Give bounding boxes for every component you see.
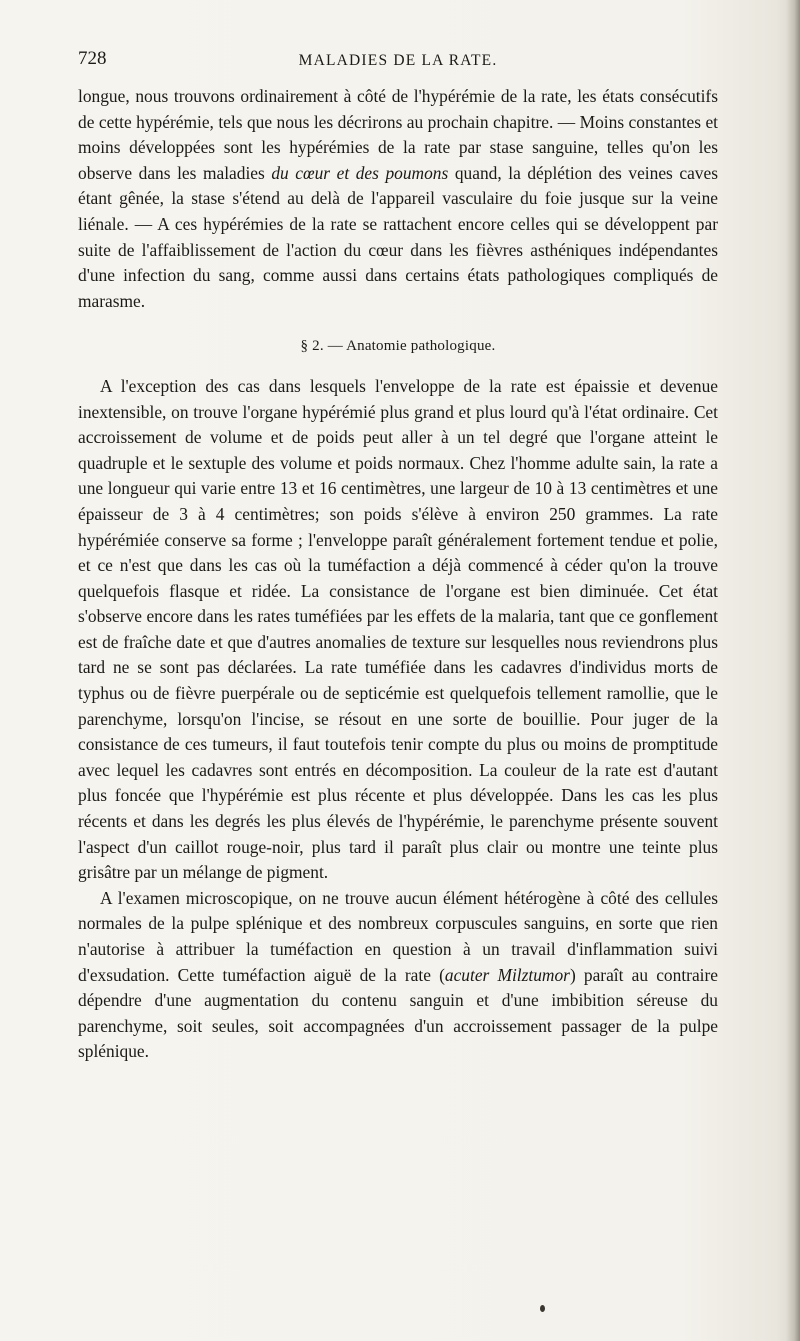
paragraph-continuation: longue, nous trouvons ordinairement à côté de l'hypérémie de la rate, les états consécutifs de cette hypérémie, tels que nous les décrirons au prochain chapitre. — Moins constantes et moins développées sont les hypérémies de la rate par stase sanguine, telles qu'on les observe dans les maladies du cœur et des poumons quand, la déplétion des veines caves étant gênée, la stase s'étend au delà de l'appareil vasculaire du foie jusque sur la veine liénale. — A ces hypérémies de la rate se rattachent encore celles qui se développent par suite de l'affaiblissement de l'action du cœur dans les fièvres asthéniques indépendantes d'une infection du sang, comme aussi dans certains états pathologiques compliqués de marasme. [78, 86, 718, 311]
printer-dot-ornament [540, 1305, 545, 1312]
section-heading: § 2. — Anatomie pathologique. [300, 338, 496, 355]
emphasis-text: du cœur et des poumons [271, 162, 449, 183]
page-header [78, 40, 718, 70]
emphasis-text: acuter Milztumor [444, 964, 570, 985]
paragraph-microscopy: A l'examen microscopique, on ne trouve aucun élément hétérogène à côté des cellules normales de la pulpe splénique et des nombreux corpuscules sanguins, en sorte que rien n'autorise à attribuer la tuméfaction en question à un travail d'inflammation suivi d'exsudation. Cette tuméfaction aiguë de la rate (acuter Milztumor) paraît au contraire dépendre d'une augmentation du contenu sanguin et d'une imbibition séreuse du parenchyme, soit seules, soit accompagnées d'un accroissement passager de la pulpe splénique. [78, 887, 718, 1062]
paragraph-anatomy: A l'exception des cas dans lesquels l'enveloppe de la rate est épaissie et devenue inextensible, on trouve l'organe hypérémié plus grand et plus lourd qu'à l'état ordinaire. Cet accroissement de volume et de poids peut aller à un tel degré que l'organe atteint le quadruple et le sextuple des volume et poids normaux. Chez l'homme adulte sain, la rate a une longueur qui varie entre 13 et 16 centimètres, une largeur de 10 à 13 centimètres et une épaisseur de 3 à 4 centimètres; son poids s'élève à environ 250 grammes. La rate hypérémiée conserve sa forme ; l'enveloppe paraît généralement fortement tendue et polie, et ce n'est que dans les cas où la tuméfaction a déjà commencé à céder qu'on la trouve quelquefois flasque et ridée. La consistance de l'organe est bien diminuée. Cet état s'observe encore dans les rates tuméfiées par les effets de la malaria, tant que ce gonflement est de fraîche date et que d'autres anomalies de texture sur lesquelles nous reviendrons plus tard ne se sont pas déclarées. La rate tuméfiée dans les cadavres d'individus morts de typhus ou de fièvre puerpérale ou de septicémie est quelquefois tellement ramollie, que le parenchyme, lorsqu'on l'incise, se résout en une sorte de bouillie. Pour juger de la consistance de ces tumeurs, il faut toutefois tenir compte du plus ou moins de promptitude avec lequel les cadavres sont entrés en décomposition. La couleur de la rate est d'autant plus foncée que l'hypérémie est plus récente et plus développée. Dans les cas les plus récents et dans les degrés les plus élevés de l'hypérémie, le parenchyme présente souvent l'aspect d'un caillot rouge-noir, plus tard il paraît plus clair ou montre une teinte plus grisâtre par un mélange de pigment. [78, 375, 718, 883]
page-edge-shadow [786, 0, 800, 1341]
body-text [78, 84, 718, 1065]
page-number: 728 [78, 48, 107, 69]
running-head: MALADIES DE LA RATE. [298, 52, 498, 69]
